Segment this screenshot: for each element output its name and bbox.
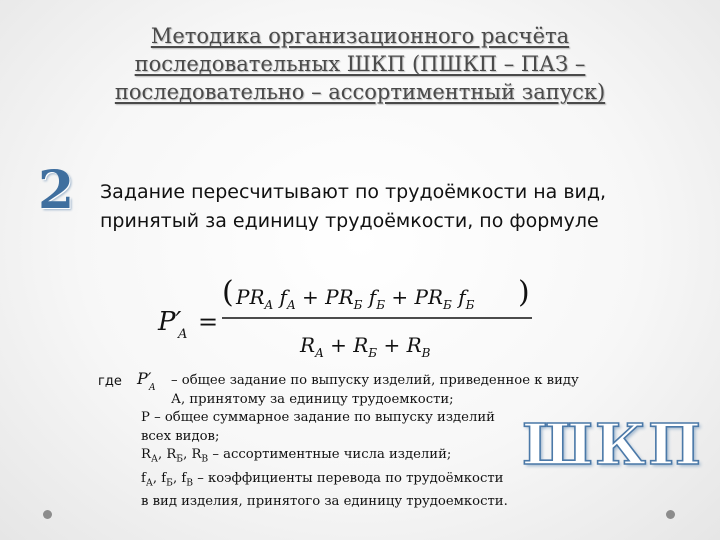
where-label: где [98, 374, 122, 389]
corner-dot-right [666, 510, 675, 519]
formula [150, 272, 540, 362]
title-line-3: последовательно – ассортиментный запуск) [114, 80, 606, 104]
pa-symbol-sub: A [149, 383, 156, 392]
corner-dot-left [43, 510, 52, 519]
formula-close-paren: ) [518, 275, 530, 310]
formula-equals: = [198, 308, 219, 336]
definition-line-6: $f_А$, $f_Б$, $f_В$ – коэффициенты перевода по трудоёмкости [141, 470, 504, 489]
formula-numerator: $PR_A$ $f_A + PR_Б$ $f_Б + PR_Б$ $f_Б$ [236, 285, 475, 312]
intro-line-2: принятый за единицу трудоёмкости, по формуле [100, 210, 599, 232]
formula-open-paren: ( [222, 275, 234, 310]
definition-line-4: всех видов; [141, 428, 220, 444]
definition-line-7: в вид изделия, принятого за единицу трудоемкости. [141, 493, 508, 509]
slide-title [70, 22, 650, 106]
pa-symbol-text: P′ [137, 369, 152, 388]
formula-lhs-sub: A [178, 327, 188, 342]
intro-line-1: Задание пересчитывают по трудоёмкости на вид, [100, 181, 607, 203]
definition-line-1: – общее задание по выпуску изделий, приведенное к виду [171, 373, 579, 388]
definition-line-3: Р – общее суммарное задание по выпуску изделий [141, 410, 495, 426]
title-line-1: Методика организационного расчёта [150, 24, 570, 48]
step-number: 2 [38, 160, 75, 221]
intro-text [100, 178, 700, 236]
title-line-2: последовательных ШКП (ПШКП – ПАЗ – [134, 52, 586, 76]
shkp-watermark: ШКП [522, 412, 703, 478]
formula-lhs: P′ [158, 307, 182, 337]
formula-denominator: $R_A + R_Б + R_B$ [300, 333, 431, 360]
definition-line-5: $R_А$, $R_Б$, $R_В$ – ассортиментные числа изделий; [141, 447, 452, 466]
definition-line-2: А, принятому за единицу трудоемкости; [171, 391, 454, 407]
formula-graphic [150, 272, 540, 362]
